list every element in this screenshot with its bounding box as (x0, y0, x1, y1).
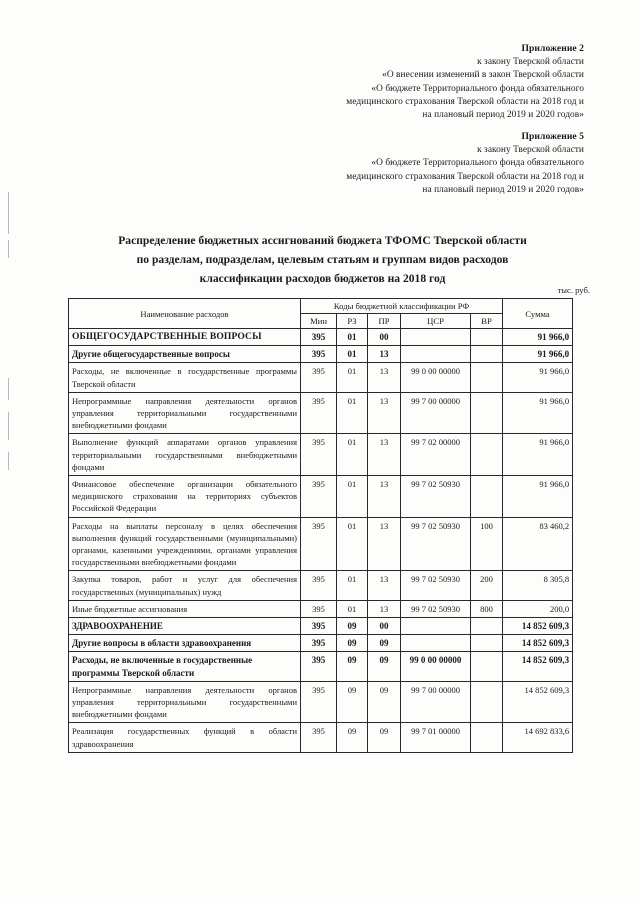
cell-code-pr: 09 (368, 681, 401, 723)
appendix-line: к закону Тверской области (477, 145, 584, 156)
cell-expense-name: ЗДРАВООХРАНЕНИЕ (69, 618, 301, 635)
cell-code-csr: 99 7 02 50930 (401, 517, 471, 571)
col-header-pr: ПР (368, 314, 401, 329)
scan-margin-mark (8, 412, 9, 440)
cell-sum: 91 966,0 (503, 476, 573, 518)
cell-code-rz: 01 (337, 329, 368, 346)
page-title-line-2: по разделам, подразделам, целевым статьям и группам видов расходов (136, 253, 509, 266)
cell-code-pr: 00 (368, 329, 401, 346)
cell-code-min: 395 (301, 571, 337, 600)
col-header-name: Наименование расходов (69, 299, 301, 329)
cell-code-min: 395 (301, 652, 337, 681)
page-title (50, 231, 595, 288)
cell-code-min: 395 (301, 517, 337, 571)
cell-code-vr (471, 392, 503, 434)
cell-code-vr (471, 329, 503, 346)
cell-code-rz: 01 (337, 434, 368, 476)
cell-code-rz: 01 (337, 392, 368, 434)
appendix-line: к закону Тверской области (477, 57, 584, 68)
cell-code-rz: 09 (337, 635, 368, 652)
budget-allocation-table (68, 298, 573, 753)
cell-sum: 91 966,0 (503, 363, 573, 392)
cell-code-rz: 09 (337, 618, 368, 635)
cell-code-min: 395 (301, 635, 337, 652)
cell-code-pr: 13 (368, 392, 401, 434)
cell-code-pr: 13 (368, 434, 401, 476)
cell-code-csr: 99 0 00 00000 (401, 652, 471, 681)
cell-code-min: 395 (301, 434, 337, 476)
cell-expense-name: Расходы на выплаты персоналу в целях обеспечения выполнения функций государственными (муниципальными) органами, казенными учреждениями, органами управления государственными внебюджетными фондами (69, 517, 301, 571)
cell-expense-name: Финансовое обеспечение организации обязательного медицинского страхования на территориях субъектов Российской Федерации (69, 476, 301, 518)
cell-sum: 200,0 (503, 600, 573, 617)
cell-code-pr: 13 (368, 571, 401, 600)
table-body (69, 329, 573, 753)
cell-code-min: 395 (301, 476, 337, 518)
col-header-vr: ВР (471, 314, 503, 329)
scan-margin-mark (8, 378, 9, 400)
cell-code-min: 395 (301, 618, 337, 635)
cell-code-min: 395 (301, 681, 337, 723)
cell-code-csr (401, 618, 471, 635)
cell-expense-name: Закупка товаров, работ и услуг для обеспечения государственных (муниципальных) нужд (69, 571, 301, 600)
cell-code-rz: 09 (337, 681, 368, 723)
units-label: тыс. руб. (557, 285, 590, 295)
cell-code-vr (471, 723, 503, 752)
table-row (69, 517, 573, 571)
table-row (69, 476, 573, 518)
cell-code-vr (471, 635, 503, 652)
appendix-line: «О бюджете Территориального фонда обязательного (371, 158, 584, 169)
cell-code-csr: 99 7 02 50930 (401, 600, 471, 617)
col-header-sum: Сумма (503, 299, 573, 329)
cell-code-vr: 100 (471, 517, 503, 571)
cell-code-min: 395 (301, 723, 337, 752)
table-row (69, 723, 573, 752)
cell-sum: 83 460,2 (503, 517, 573, 571)
cell-code-vr (471, 476, 503, 518)
appendix-line: на плановый период 2019 и 2020 годов» (422, 184, 584, 195)
col-header-codes-group: Коды бюджетной классификации РФ (301, 299, 503, 314)
cell-code-vr: 200 (471, 571, 503, 600)
cell-expense-name: Непрограммные направления деятельности органов управления территориальными государственными внебюджетными фондами (69, 392, 301, 434)
cell-code-vr (471, 652, 503, 681)
cell-code-vr (471, 434, 503, 476)
cell-sum: 91 966,0 (503, 434, 573, 476)
appendix-block-1 (346, 42, 584, 122)
cell-code-pr: 09 (368, 652, 401, 681)
cell-code-csr: 99 7 01 00000 (401, 723, 471, 752)
cell-expense-name: Другие вопросы в области здравоохранения (69, 635, 301, 652)
cell-code-vr (471, 363, 503, 392)
cell-code-rz: 01 (337, 600, 368, 617)
cell-code-pr: 13 (368, 363, 401, 392)
cell-expense-name: Другие общегосударственные вопросы (69, 346, 301, 363)
cell-code-vr (471, 681, 503, 723)
cell-code-pr: 00 (368, 618, 401, 635)
cell-code-rz: 01 (337, 476, 368, 518)
cell-sum: 91 966,0 (503, 346, 573, 363)
cell-sum: 14 852 609,3 (503, 618, 573, 635)
cell-code-pr: 09 (368, 723, 401, 752)
cell-expense-name: Иные бюджетные ассигнования (69, 600, 301, 617)
cell-expense-name: Выполнение функций аппаратами органов управления территориальными государственными внебюджетными фондами (69, 434, 301, 476)
cell-code-pr: 13 (368, 517, 401, 571)
cell-code-min: 395 (301, 363, 337, 392)
table-row (69, 571, 573, 600)
cell-code-rz: 09 (337, 723, 368, 752)
table-row (69, 635, 573, 652)
cell-sum: 91 966,0 (503, 329, 573, 346)
cell-sum: 14 692 833,6 (503, 723, 573, 752)
cell-expense-name: Расходы, не включенные в государственные программы Тверской области (69, 363, 301, 392)
table-row (69, 681, 573, 723)
cell-code-rz: 01 (337, 571, 368, 600)
scan-margin-mark (8, 452, 9, 470)
cell-code-csr: 99 7 02 50930 (401, 571, 471, 600)
cell-sum: 14 852 609,3 (503, 635, 573, 652)
cell-sum: 8 305,8 (503, 571, 573, 600)
cell-code-csr: 99 7 00 00000 (401, 392, 471, 434)
cell-sum: 91 966,0 (503, 392, 573, 434)
cell-code-pr: 09 (368, 635, 401, 652)
cell-code-rz: 01 (337, 517, 368, 571)
appendix-line: «О внесении изменений в закон Тверской области (382, 70, 584, 81)
cell-code-min: 395 (301, 392, 337, 434)
cell-code-csr: 99 7 02 50930 (401, 476, 471, 518)
col-header-csr: ЦСР (401, 314, 471, 329)
scan-margin-mark (8, 192, 9, 234)
cell-code-rz: 09 (337, 652, 368, 681)
table-row (69, 600, 573, 617)
table-row (69, 392, 573, 434)
cell-code-vr: 800 (471, 600, 503, 617)
appendix-line: медицинского страхования Тверской области на 2018 год и (346, 96, 584, 107)
page-title-line-3: классификации расходов бюджетов на 2018 год (199, 272, 446, 285)
cell-code-csr: 99 7 00 00000 (401, 681, 471, 723)
appendix-line: медицинского страхования Тверской области на 2018 год и (346, 171, 584, 182)
cell-expense-name: Реализация государственных функций в области здравоохранения (69, 723, 301, 752)
table-header-row-1 (69, 299, 573, 314)
table-row (69, 346, 573, 363)
cell-code-csr: 99 7 02 00000 (401, 434, 471, 476)
table-row (69, 329, 573, 346)
cell-expense-name: ОБЩЕГОСУДАРСТВЕННЫЕ ВОПРОСЫ (69, 329, 301, 346)
appendix-title: Приложение 5 (521, 131, 584, 142)
appendix-line: «О бюджете Территориального фонда обязательного (371, 83, 584, 94)
cell-sum: 14 852 609,3 (503, 652, 573, 681)
cell-code-rz: 01 (337, 363, 368, 392)
col-header-rz: РЗ (337, 314, 368, 329)
appendix-line: на плановый период 2019 и 2020 годов» (422, 110, 584, 121)
cell-code-pr: 13 (368, 476, 401, 518)
cell-code-min: 395 (301, 346, 337, 363)
table-row (69, 652, 573, 681)
cell-code-rz: 01 (337, 346, 368, 363)
cell-sum: 14 852 609,3 (503, 681, 573, 723)
cell-code-csr (401, 635, 471, 652)
scan-margin-mark (8, 240, 9, 258)
cell-code-min: 395 (301, 600, 337, 617)
col-header-min: Мин (301, 314, 337, 329)
cell-code-min: 395 (301, 329, 337, 346)
table-row (69, 434, 573, 476)
cell-code-csr: 99 0 00 00000 (401, 363, 471, 392)
cell-expense-name: Непрограммные направления деятельности органов управления территориальными государственными внебюджетными фондами (69, 681, 301, 723)
appendix-block-2 (346, 130, 584, 197)
page-title-line-1: Распределение бюджетных ассигнований бюджета ТФОМС Тверской области (118, 234, 527, 247)
cell-code-pr: 13 (368, 346, 401, 363)
cell-code-vr (471, 346, 503, 363)
cell-code-pr: 13 (368, 600, 401, 617)
cell-code-csr (401, 346, 471, 363)
cell-code-csr (401, 329, 471, 346)
table-row (69, 618, 573, 635)
cell-expense-name: Расходы, не включенные в государственные программы Тверской области (69, 652, 301, 681)
table-row (69, 363, 573, 392)
cell-code-vr (471, 618, 503, 635)
appendix-title: Приложение 2 (521, 43, 584, 54)
